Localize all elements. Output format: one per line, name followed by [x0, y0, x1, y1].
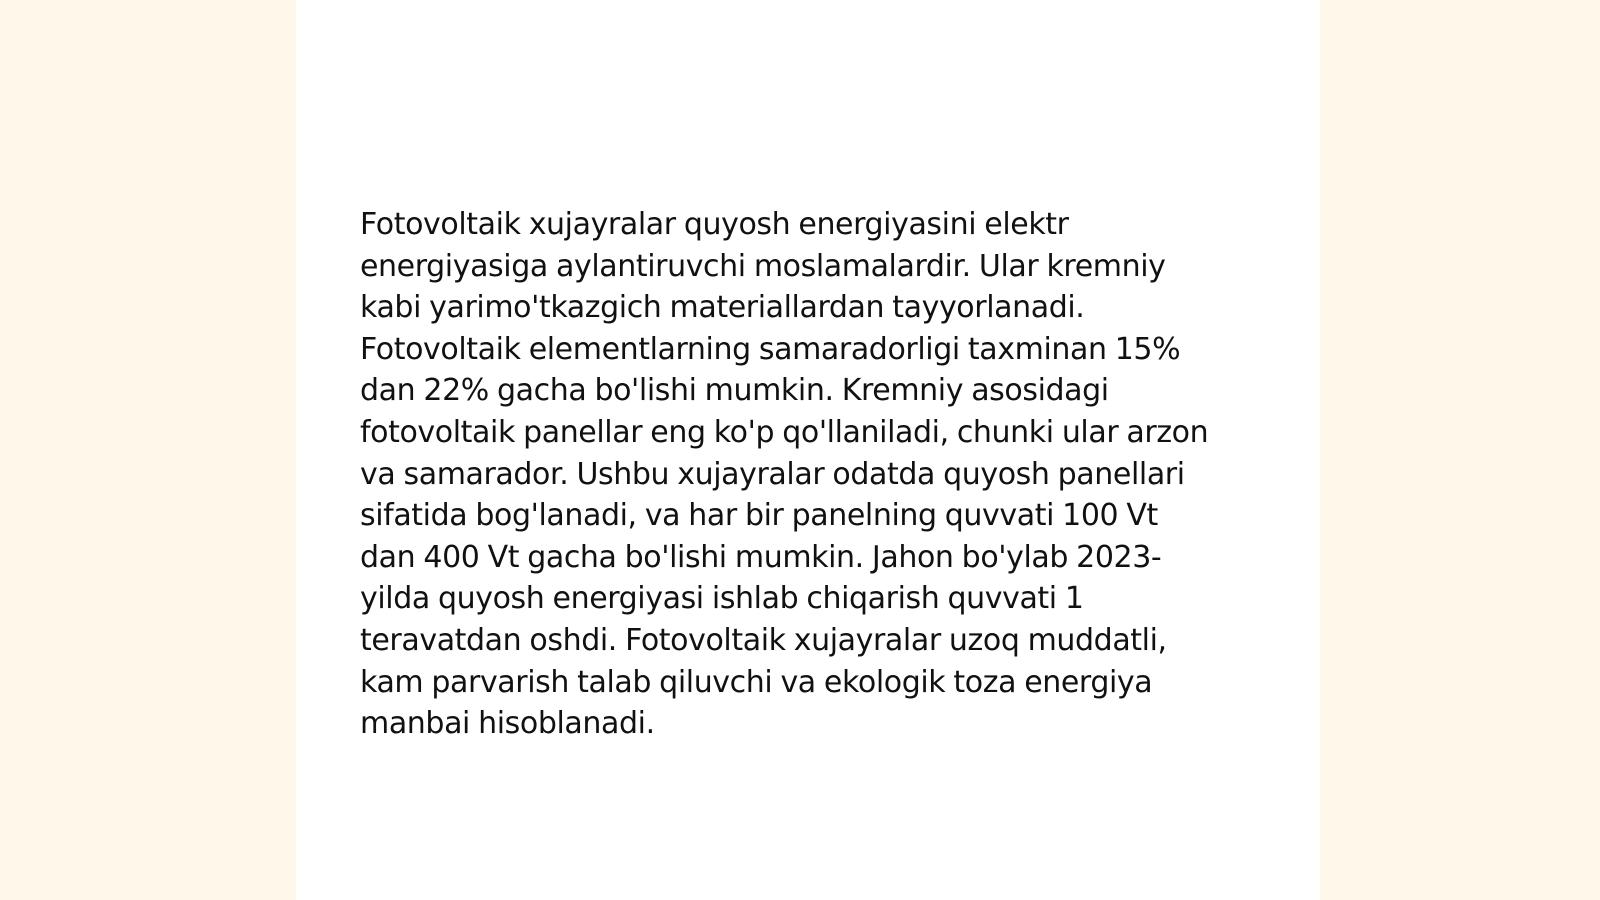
body-paragraph: Fotovoltaik xujayralar quyosh energiyasini elektr energiyasiga aylantiruvchi moslamalardir. Ular kremniy kabi yarimo'tkazgich materiallardan tayyorlanadi. Fotovoltaik elementlarning samaradorligi taxminan 15% dan 22% gacha bo'lishi mumkin. Kremniy asosidagi fotovoltaik panellar eng ko'p qo'llaniladi, chunki ular arzon va samarador. Ushbu xujayralar odatda quyosh panellari sifatida bog'lanadi, va har bir panelning quvvati 100 Vt dan 400 Vt gacha bo'lishi mumkin. Jahon bo'ylab 2023-yilda quyosh energiyasi ishlab chiqarish quvvati 1 teravatdan oshdi. Fotovoltaik xujayralar uzoq muddatli, kam parvarish talab qiluvchi va ekologik toza energiya manbai hisoblanadi.: [360, 207, 1209, 742]
document-page: [296, 0, 1320, 900]
